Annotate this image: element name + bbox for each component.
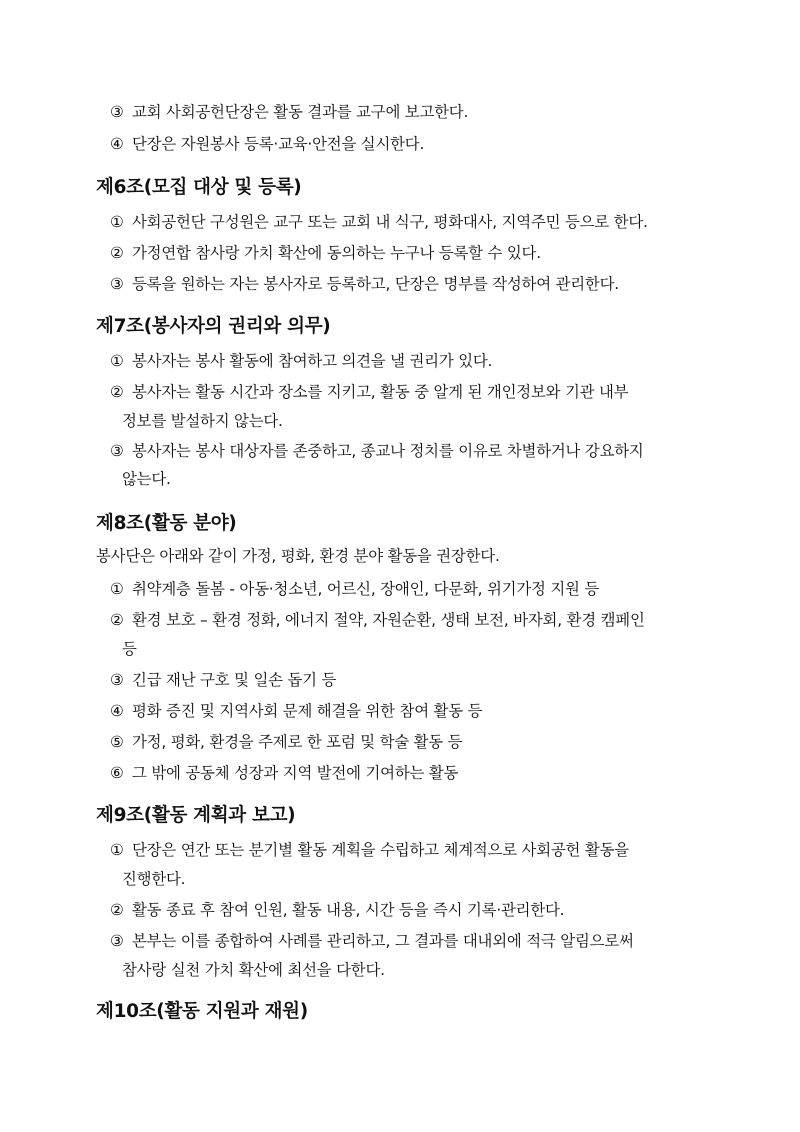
item-text: 활동 종료 후 참여 인원, 활동 내용, 시간 등을 즉시 기록·관리한다. bbox=[132, 901, 565, 919]
section-heading: 제6조(모집 대상 및 등록) bbox=[96, 177, 302, 198]
item-text: 등록을 원하는 자는 봉사자로 등록하고, 단장은 명부를 작성하여 관리한다. bbox=[132, 275, 619, 293]
clause-item bbox=[110, 351, 492, 371]
clause-item bbox=[110, 102, 468, 122]
item-number: ③ bbox=[110, 103, 124, 121]
clause-item bbox=[110, 701, 482, 721]
item-continuation: 등 bbox=[122, 640, 137, 658]
item-text: 환경 보호 – 환경 정화, 에너지 절약, 자원순환, 생태 보전, 바자회, 환경 캠페인 bbox=[132, 611, 645, 629]
item-continuation: 않는다. bbox=[122, 470, 171, 488]
clause-item bbox=[110, 274, 619, 294]
section-heading: 제8조(활동 분야) bbox=[96, 513, 237, 534]
item-number: ④ bbox=[110, 135, 124, 153]
item-text: 그 밖에 공동체 성장과 지역 발전에 기여하는 활동 bbox=[132, 764, 459, 782]
item-text: 단장은 연간 또는 분기별 활동 계획을 수립하고 체계적으로 사회공헌 활동을 bbox=[132, 841, 629, 859]
item-text: 단장은 자원봉사 등록·교육·안전을 실시한다. bbox=[132, 135, 425, 153]
item-number: ③ bbox=[110, 275, 124, 293]
section-paragraph: 봉사단은 아래와 같이 가정, 평화, 환경 분야 활동을 권장한다. bbox=[96, 547, 500, 565]
clause-item bbox=[110, 670, 336, 690]
item-number: ② bbox=[110, 244, 124, 262]
clause-item bbox=[110, 900, 564, 920]
clause-item bbox=[110, 931, 634, 951]
item-number: ② bbox=[110, 901, 124, 919]
item-number: ③ bbox=[110, 932, 124, 950]
item-number: ④ bbox=[110, 702, 124, 720]
clause-item bbox=[110, 382, 628, 402]
item-text: 취약계층 돌봄 - 아동·청소년, 어르신, 장애인, 다문화, 위기가정 지원 등 bbox=[132, 580, 600, 598]
item-text: 본부는 이를 종합하여 사례를 관리하고, 그 결과를 대내외에 적극 알림으로써 bbox=[132, 932, 634, 950]
item-text: 봉사자는 봉사 대상자를 존중하고, 종교나 정치를 이유로 차별하거나 강요하지 bbox=[132, 442, 644, 460]
item-number: ③ bbox=[110, 442, 124, 460]
clause-item bbox=[110, 134, 424, 154]
item-text: 봉사자는 봉사 활동에 참여하고 의견을 낼 권리가 있다. bbox=[132, 352, 493, 370]
item-number: ① bbox=[110, 841, 124, 859]
item-number: ② bbox=[110, 611, 124, 629]
clause-item bbox=[110, 732, 462, 752]
item-text: 가정연합 참사랑 가치 확산에 동의하는 누구나 등록할 수 있다. bbox=[132, 244, 541, 262]
item-number: ① bbox=[110, 580, 124, 598]
section-heading: 제9조(활동 계획과 보고) bbox=[96, 805, 296, 826]
item-number: ② bbox=[110, 383, 124, 401]
clause-item bbox=[110, 763, 458, 783]
item-text: 사회공헌단 구성원은 교구 또는 교회 내 식구, 평화대사, 지역주민 등으로 한다. bbox=[132, 213, 648, 231]
clause-item bbox=[110, 441, 644, 461]
item-continuation: 참사랑 실천 가치 확산에 최선을 다한다. bbox=[122, 961, 385, 979]
item-text: 긴급 재난 구호 및 일손 돕기 등 bbox=[132, 671, 337, 689]
item-continuation: 정보를 발설하지 않는다. bbox=[122, 412, 283, 430]
clause-item bbox=[110, 840, 629, 860]
clause-item bbox=[110, 579, 599, 599]
item-continuation: 진행한다. bbox=[122, 870, 186, 888]
clause-item bbox=[110, 610, 645, 630]
item-number: ① bbox=[110, 352, 124, 370]
item-text: 가정, 평화, 환경을 주제로 한 포럼 및 학술 활동 등 bbox=[132, 733, 463, 751]
section-heading: 제7조(봉사자의 권리와 의무) bbox=[96, 316, 331, 337]
section-heading: 제10조(활동 지원과 재원) bbox=[96, 1001, 308, 1022]
item-text: 봉사자는 활동 시간과 장소를 지키고, 활동 중 알게 된 개인정보와 기관 내부 bbox=[132, 383, 629, 401]
clause-item bbox=[110, 243, 541, 263]
item-number: ① bbox=[110, 213, 124, 231]
item-number: ③ bbox=[110, 671, 124, 689]
item-text: 교회 사회공헌단장은 활동 결과를 교구에 보고한다. bbox=[132, 103, 469, 121]
item-text: 평화 증진 및 지역사회 문제 해결을 위한 참여 활동 등 bbox=[132, 702, 483, 720]
item-number: ⑥ bbox=[110, 764, 124, 782]
item-number: ⑤ bbox=[110, 733, 124, 751]
clause-item bbox=[110, 212, 648, 232]
